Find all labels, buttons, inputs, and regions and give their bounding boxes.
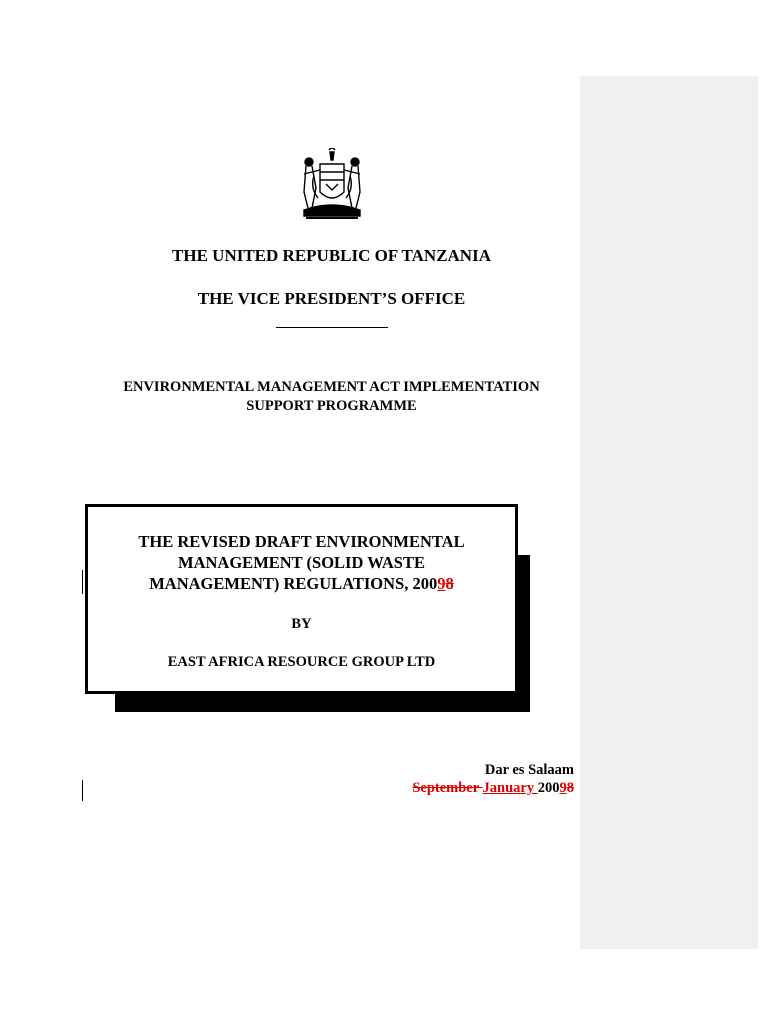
title-line-3: [88, 573, 515, 594]
office-heading: THE VICE PRESIDENT’S OFFICE: [197, 289, 466, 308]
heading-divider: [276, 327, 388, 328]
document-date: [412, 780, 574, 797]
by-label: BY: [291, 616, 312, 632]
change-bar: [82, 570, 83, 594]
inserted-year-digit: 9: [437, 574, 446, 593]
deleted-month: September: [412, 780, 483, 796]
title-box: [85, 504, 518, 694]
deleted-year-digit: 8: [445, 574, 454, 593]
inserted-year-digit: 9: [559, 780, 567, 796]
place-name: Dar es Salaam: [484, 762, 574, 778]
country-heading: THE UNITED REPUBLIC OF TANZANIA: [172, 246, 491, 265]
change-bar: [82, 780, 83, 801]
programme-line-1: ENVIRONMENTAL MANAGEMENT ACT IMPLEMENTATION: [123, 379, 540, 395]
coat-of-arms-icon: [296, 148, 368, 222]
year-text: 200: [537, 780, 560, 796]
title-line-3-text: MANAGEMENT) REGULATIONS, 200: [149, 574, 438, 593]
deleted-year-digit: 8: [566, 780, 574, 796]
programme-line-2: SUPPORT PROGRAMME: [246, 398, 417, 414]
title-line-2: MANAGEMENT (SOLID WASTE: [178, 553, 425, 572]
document-title: [88, 531, 515, 594]
author-name: EAST AFRICA RESOURCE GROUP LTD: [167, 654, 436, 670]
inserted-month: January: [482, 780, 538, 796]
comment-pane: [580, 76, 758, 949]
title-line-1: THE REVISED DRAFT ENVIRONMENTAL: [138, 532, 465, 551]
